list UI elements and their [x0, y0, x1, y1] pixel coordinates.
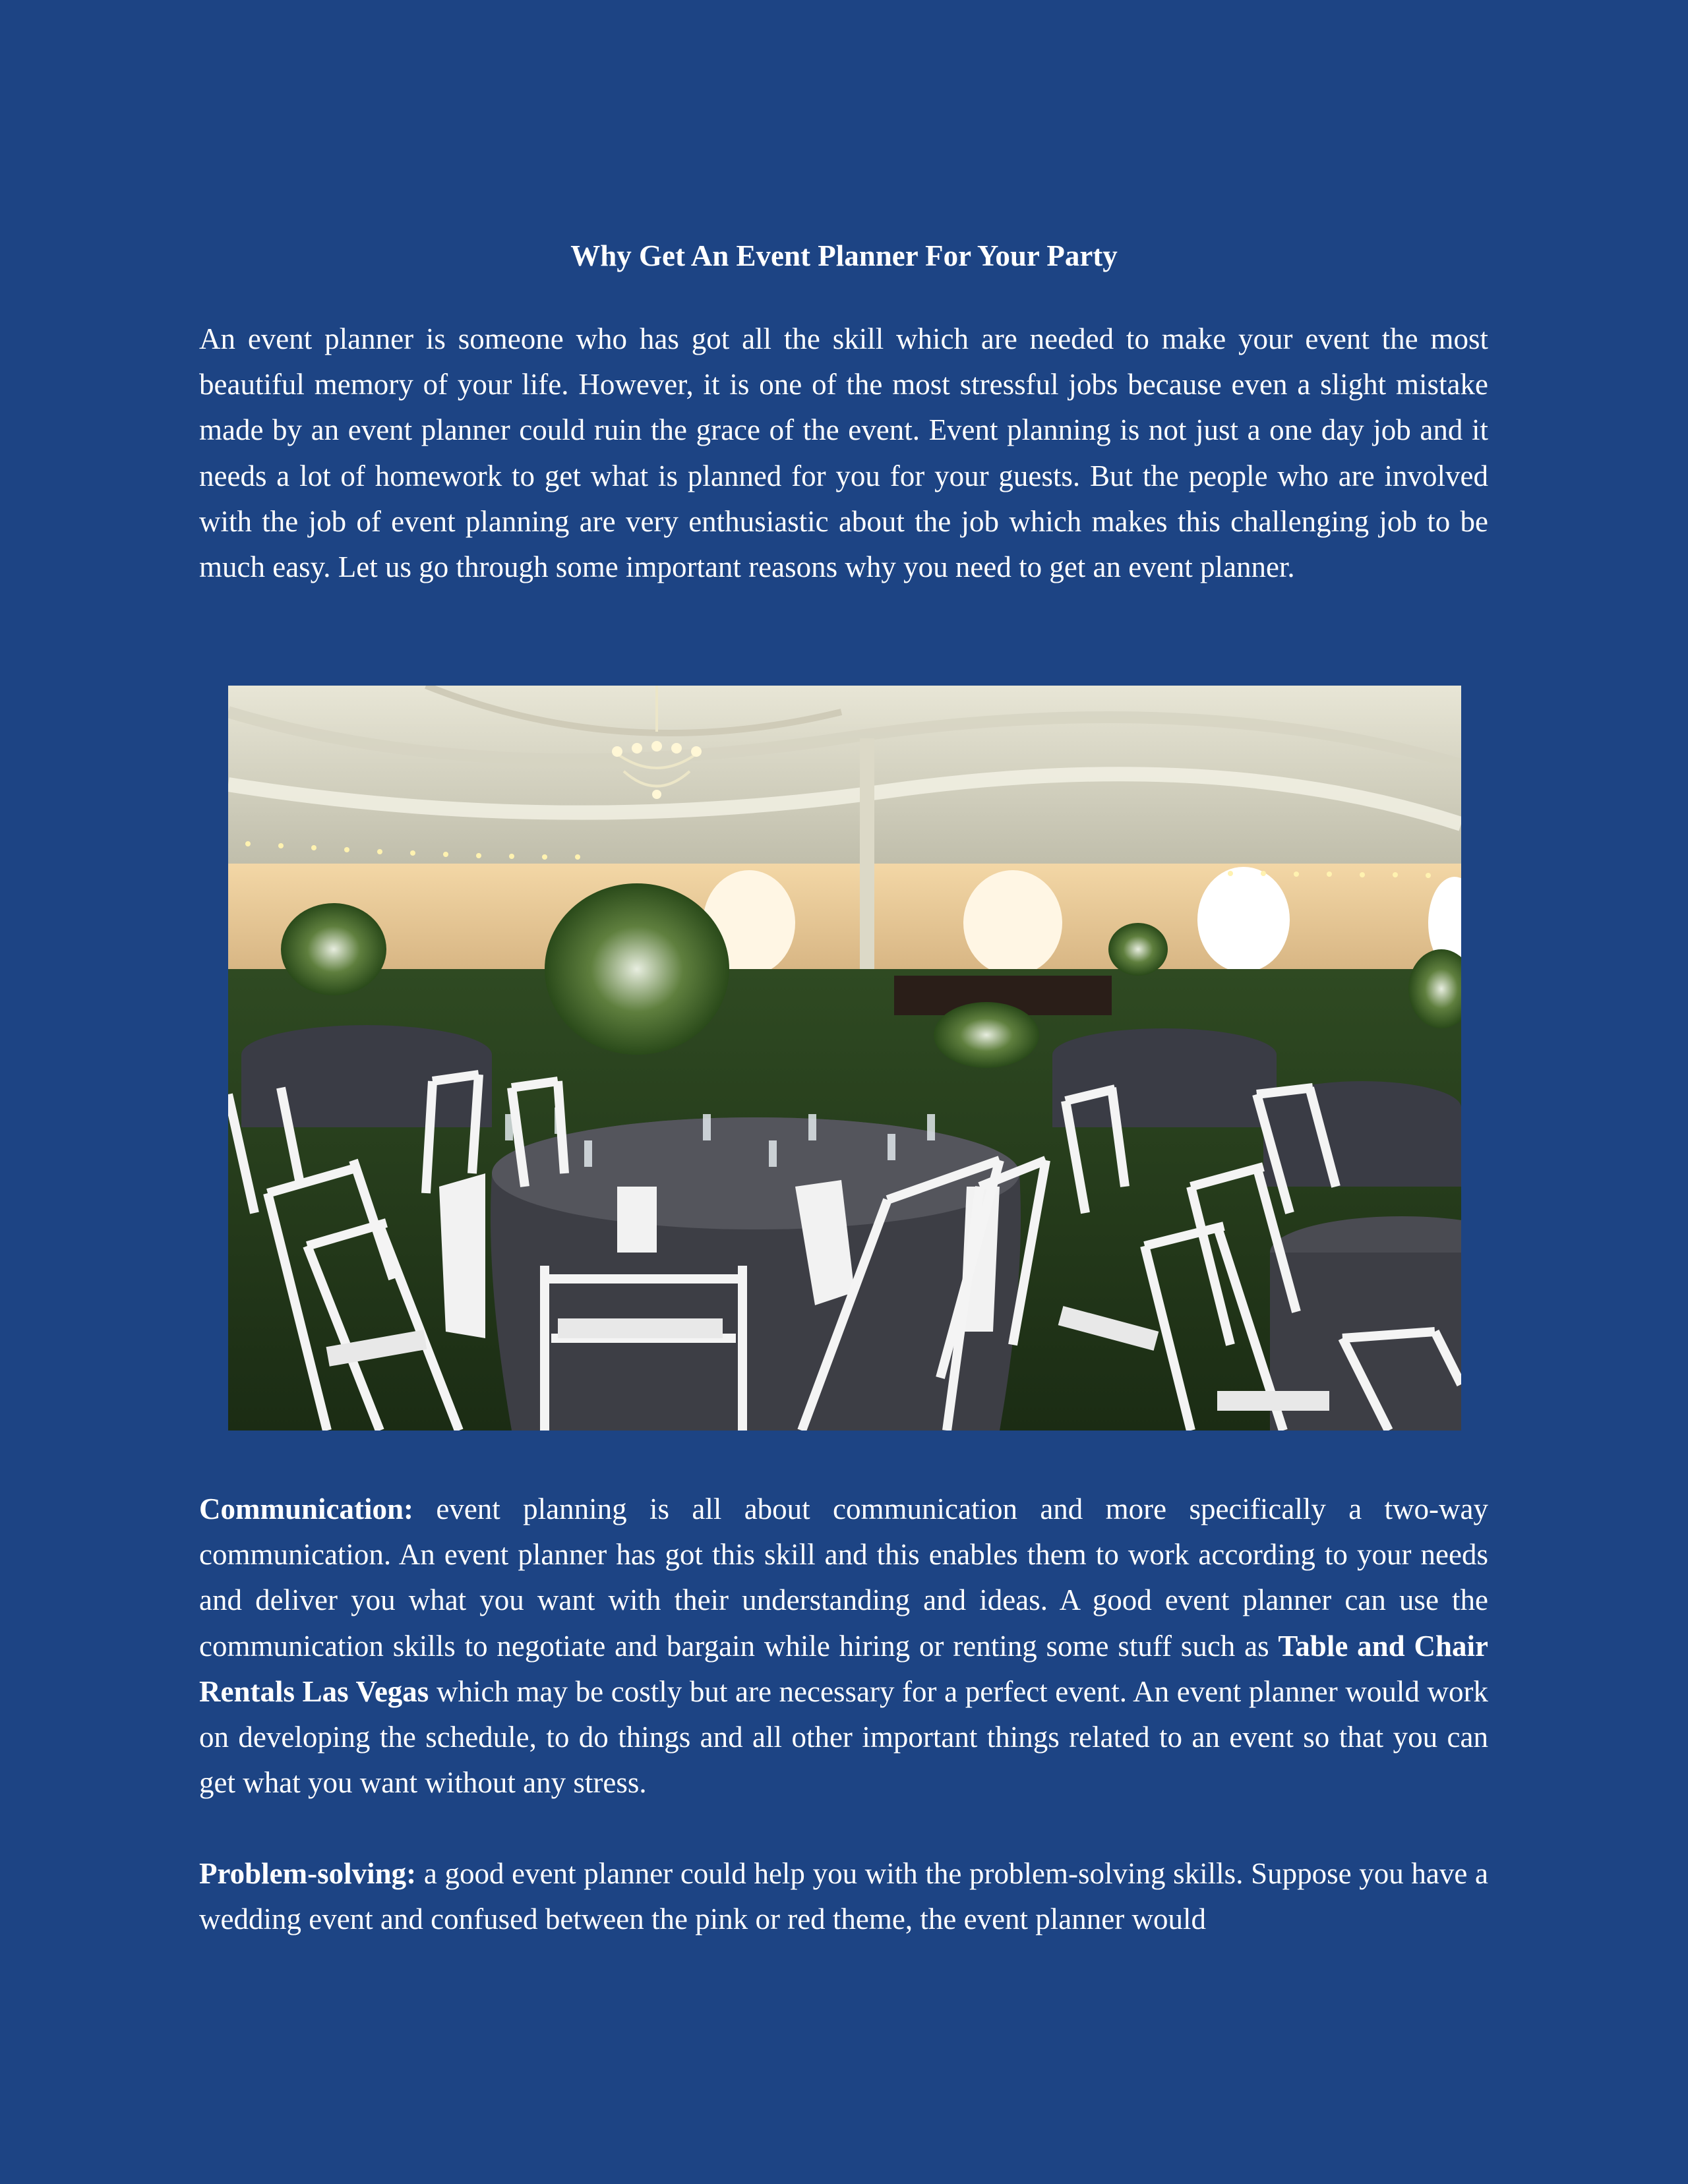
rentals-link-text[interactable]: Table and Chair Rentals Las Vegas	[199, 1629, 1488, 1708]
event-tent-photo	[228, 686, 1461, 1431]
communication-heading: Communication:	[199, 1492, 413, 1525]
communication-paragraph	[199, 1487, 1488, 1806]
document-title: Why Get An Event Planner For Your Party	[570, 239, 1118, 272]
problem-solving-paragraph	[199, 1851, 1488, 1942]
communication-text-before: event planning is all about communication and more specifically a two-way communication. An event planner has got this skill and this enables them to work according to your needs and deliver you what you want with their understanding and ideas. A good event planner can use the communication skills to negotiate and bargain while hiring or renting some stuff such as	[199, 1492, 1489, 1663]
intro-paragraph: An event planner is someone who has got all the skill which are needed to make your event the most beautiful memory of your life. However, it is one of the most stressful jobs because even a slight mistake made by an event planner could ruin the grace of the event. Event planning is not just a one day job and it needs a lot of homework to get what is planned for you for your guests. But the people who are involved with the job of event planning are very enthusiastic about the job which makes this challenging job to be much easy. Let us go through some important reasons why you need to get an event planner.	[199, 322, 1488, 584]
problem-solving-text: a good event planner could help you with the problem-solving skills. Suppose you have a wedding event and confused between the pink or red theme, the event planner would	[199, 1857, 1489, 1936]
problem-solving-heading: Problem-solving:	[199, 1857, 417, 1890]
communication-text-after: which may be costly but are necessary for a perfect event. An event planner would work on developing the schedule, to do things and all other important things related to an event so that you can get what you want without any stress.	[199, 1674, 1488, 1800]
